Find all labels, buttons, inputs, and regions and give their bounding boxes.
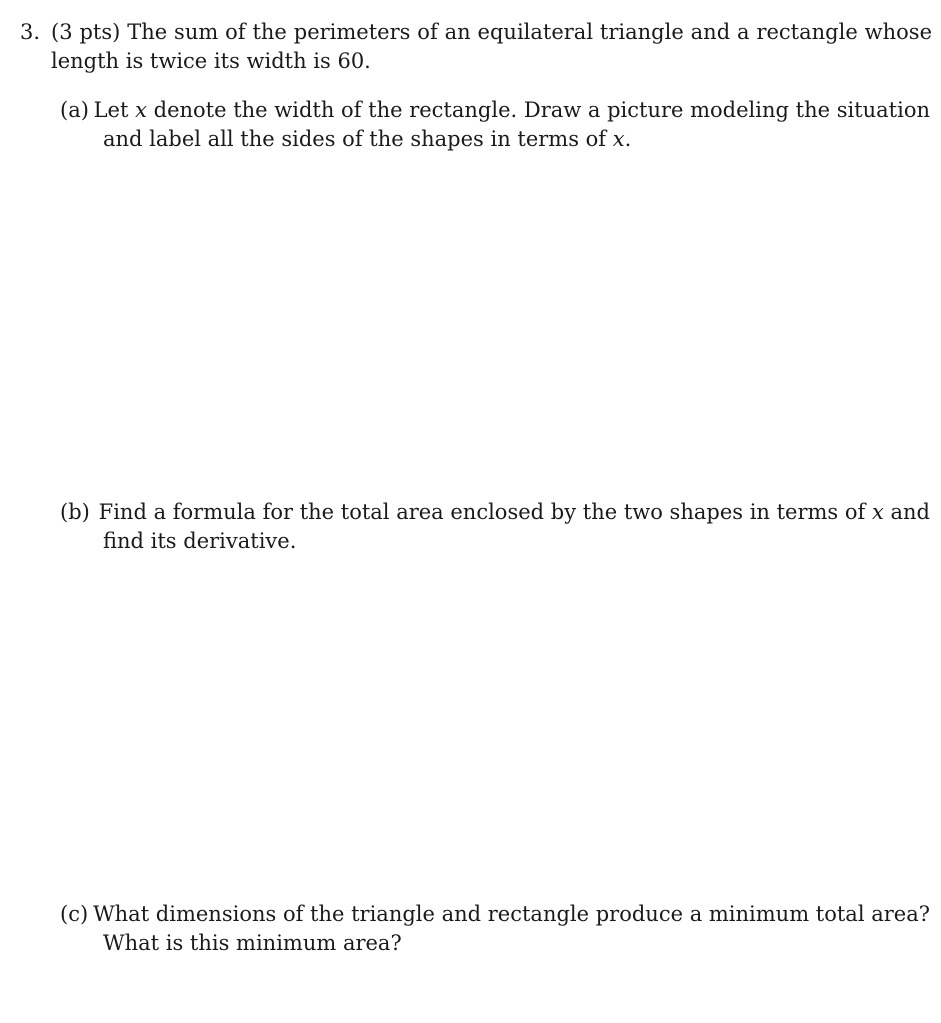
part-a <box>60 96 930 154</box>
part-c-label: (c) <box>60 902 89 926</box>
part-b-line-1 <box>60 498 930 527</box>
part-a-label: (a) <box>60 98 89 122</box>
part-b <box>60 498 930 556</box>
part-b-label: (b) <box>60 500 90 524</box>
part-c-line-1 <box>60 900 930 929</box>
part-c-line-2: What is this minimum area? <box>103 931 402 955</box>
problem-3 <box>20 18 932 76</box>
part-b-text-1: Find a formula for the total area enclosed by the two shapes in terms of x and <box>98 500 930 524</box>
part-a-text-1: Let x denote the width of the rectangle. Draw a picture modeling the situation <box>93 98 930 122</box>
problem-statement-line-1 <box>20 18 932 47</box>
part-a-line-1 <box>60 96 930 125</box>
part-a-line-2: and label all the sides of the shapes in terms of x. <box>103 127 632 151</box>
problem-statement-line-2: length is twice its width is 60. <box>51 49 371 73</box>
part-c-text-1: What dimensions of the triangle and rectangle produce a minimum total area? <box>93 902 930 926</box>
part-c <box>60 900 930 958</box>
problem-statement-text-1: (3 pts) The sum of the perimeters of an equilateral triangle and a rectangle whose <box>51 20 932 44</box>
problem-number: 3. <box>20 20 41 44</box>
part-b-line-2: find its derivative. <box>103 529 297 553</box>
